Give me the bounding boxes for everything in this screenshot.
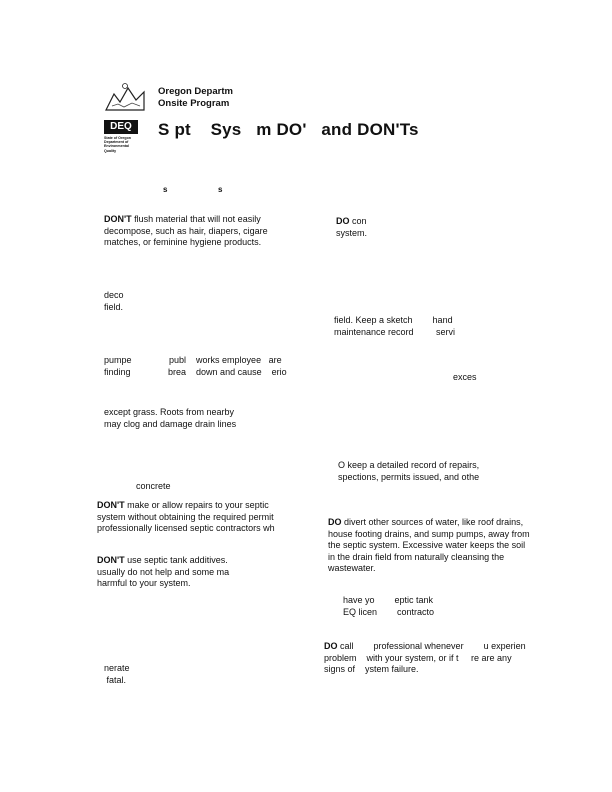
left-item-2: deco field.: [104, 290, 124, 312]
left-item-6: DON'T make or allow repairs to your septic system without obtaining the required permit professionally licensed septic contractors wh: [97, 500, 275, 533]
left-item-5: concrete: [136, 481, 171, 491]
right-item-1: DO con system.: [336, 216, 368, 238]
deq-logo: [104, 80, 146, 162]
column-head-left: s: [163, 185, 168, 194]
left-item-4: except grass. Roots from nearby may clog and damage drain lines: [104, 407, 237, 429]
deq-logo-caption: State of Oregon Department of Environmental Quality: [104, 136, 131, 153]
right-item-2: field. Keep a sketch hand maintenance record servi: [334, 315, 456, 337]
mountain-logo-icon: [104, 80, 146, 114]
right-item-5: DO divert other sources of water, like roof drains, house footing drains, and sump pumps, away from the septic system. Excessive water keeps the soil in the drain field from naturally cleansing the wastewater.: [328, 517, 530, 573]
right-item-3: exces: [453, 372, 477, 382]
column-head-right: s: [218, 185, 223, 194]
agency-name: Oregon Departm Onsite Program: [158, 86, 233, 109]
left-item-1: DON'T flush material that will not easily decompose, such as hair, diapers, cigare matches, or feminine hygiene products.: [104, 214, 268, 247]
right-item-7: DO call professional whenever u experien problem with your system, or if t re are any signs of ystem failure.: [324, 641, 526, 674]
deq-logo-badge: DEQ: [104, 120, 138, 134]
page-title: S pt Sys m DO' and DON'Ts: [158, 120, 419, 139]
right-item-4: O keep a detailed record of repairs, spections, permits issued, and othe: [338, 460, 480, 482]
left-item-8: nerate fatal.: [104, 663, 130, 685]
right-item-6: have yo eptic tank EQ licen contracto: [343, 595, 435, 617]
left-item-7: DON'T use septic tank additives. usually do not help and some ma harmful to your system.: [97, 555, 230, 588]
left-item-3: pumpe publ works employee are finding brea down and cause erio: [104, 355, 287, 377]
